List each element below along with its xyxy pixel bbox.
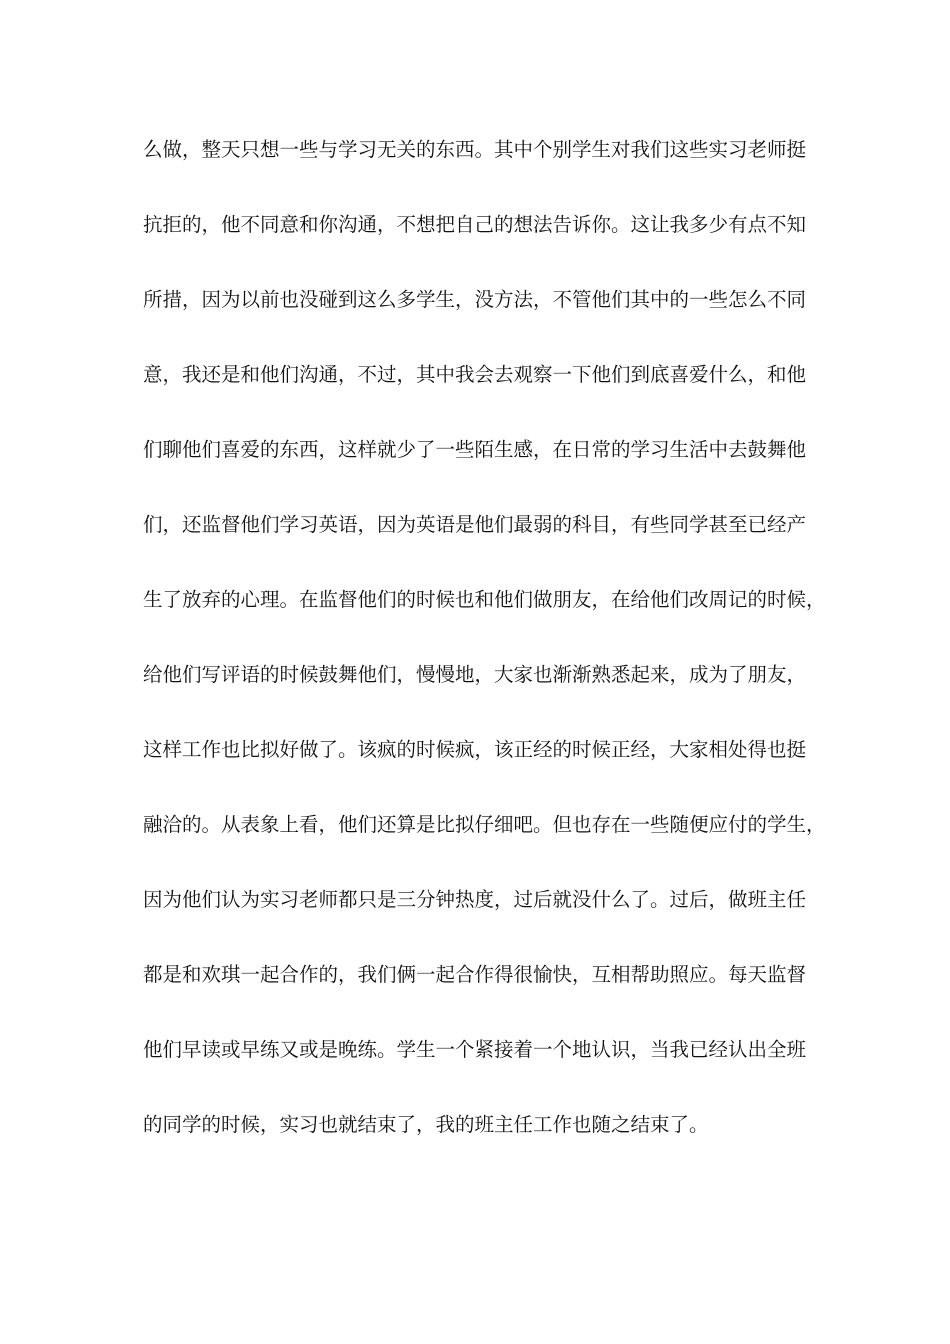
body-text <box>143 133 826 1183</box>
text-line: 抗拒的，他不同意和你沟通，不想把自己的想法告诉你。这让我多少有点不知 <box>143 213 807 236</box>
text-line: 的同学的时候，实习也就结束了，我的班主任工作也随之结束了。 <box>143 1113 709 1136</box>
text-line: 么做，整天只想一些与学习无关的东西。其中个别学生对我们这些实习老师挺 <box>143 138 807 161</box>
text-line: 生了放弃的心理。在监督他们的时候也和他们做朋友，在给他们改周记的时候， <box>143 588 826 611</box>
text-line: 意，我还是和他们沟通，不过，其中我会去观察一下他们到底喜爱什么，和他 <box>143 363 807 386</box>
text-line: 都是和欢琪一起合作的，我们俩一起合作得很愉快，互相帮助照应。每天监督 <box>143 963 807 986</box>
text-line: 所措，因为以前也没碰到这么多学生，没方法，不管他们其中的一些怎么不同 <box>143 288 807 311</box>
text-line: 融洽的。从表象上看，他们还算是比拟仔细吧。但也存在一些随便应付的学生， <box>143 813 826 836</box>
text-line: 们聊他们喜爱的东西，这样就少了一些陌生感，在日常的学习生活中去鼓舞他 <box>143 438 807 461</box>
text-line: 这样工作也比拟好做了。该疯的时候疯，该正经的时候正经，大家相处得也挺 <box>143 738 807 761</box>
text-line: 因为他们认为实习老师都只是三分钟热度，过后就没什么了。过后，做班主任 <box>143 888 807 911</box>
text-line: 给他们写评语的时候鼓舞他们，慢慢地，大家也渐渐熟悉起来，成为了朋友， <box>143 663 807 686</box>
text-line: 他们早读或早练又或是晚练。学生一个紧接着一个地认识，当我已经认出全班 <box>143 1038 807 1061</box>
text-line: 们，还监督他们学习英语，因为英语是他们最弱的科目，有些同学甚至已经产 <box>143 513 807 536</box>
